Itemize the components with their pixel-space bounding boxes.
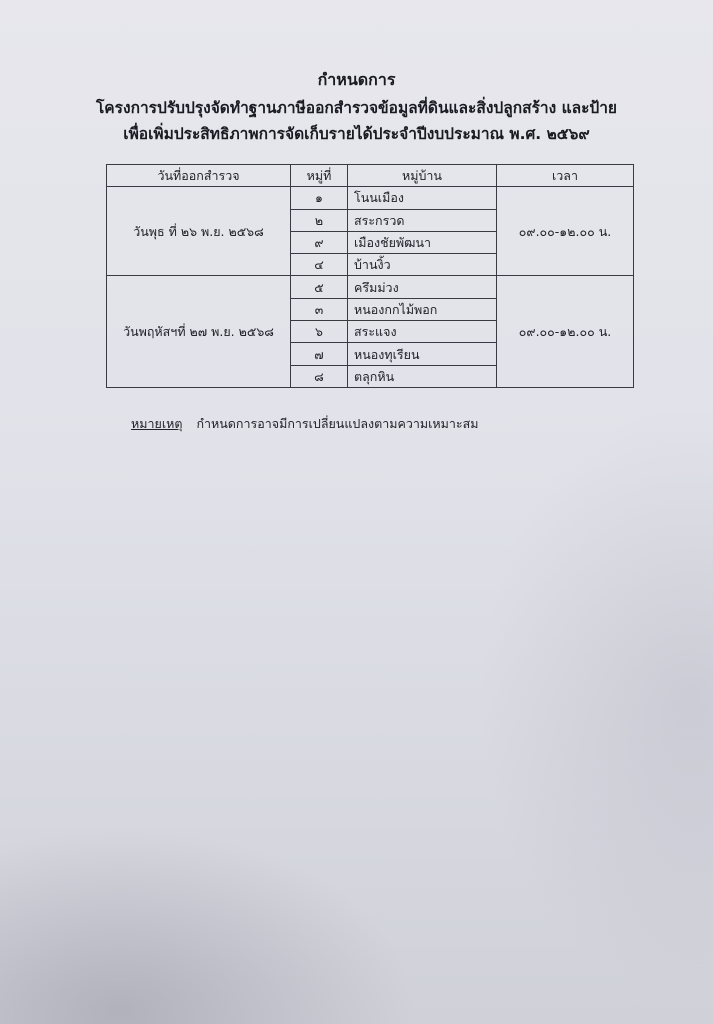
- remark-text: กำหนดการอาจมีการเปลี่ยนแปลงตามความเหมาะสม: [196, 416, 479, 431]
- moo-number-cell: ๘: [291, 365, 348, 387]
- village-name-cell: โนนเมือง: [348, 187, 497, 209]
- moo-number-cell: ๓: [291, 298, 348, 320]
- survey-time-cell: ๐๙.๐๐-๑๒.๐๐ น.: [497, 187, 634, 276]
- village-name-cell: เมืองชัยพัฒนา: [348, 231, 497, 253]
- header-village: หมู่บ้าน: [348, 165, 497, 187]
- header-date: วันที่ออกสำรวจ: [107, 165, 291, 187]
- project-title-line1: โครงการปรับปรุงจัดทำฐานภาษีออกสำรวจข้อมูลที่ดินและสิ่งปลูกสร้าง และป้าย: [95, 99, 618, 117]
- table-header-row: [107, 165, 634, 187]
- moo-number-cell: ๔: [291, 254, 348, 276]
- table-row: [107, 276, 634, 298]
- village-name-cell: หนองทุเรียน: [348, 343, 497, 365]
- moo-number-cell: ๑: [291, 187, 348, 209]
- moo-number-cell: ๒: [291, 209, 348, 231]
- survey-time-cell: ๐๙.๐๐-๑๒.๐๐ น.: [497, 276, 634, 387]
- remark: [131, 414, 478, 434]
- village-name-cell: บ้านงิ้ว: [348, 254, 497, 276]
- moo-number-cell: ๖: [291, 321, 348, 343]
- project-title-line2: เพื่อเพิ่มประสิทธิภาพการจัดเก็บรายได้ประจำปีงบประมาณ พ.ศ. ๒๕๖๙: [123, 125, 590, 143]
- document-title: กำหนดการ: [317, 70, 396, 89]
- village-name-cell: หนองกกไม้พอก: [348, 298, 497, 320]
- moo-number-cell: ๗: [291, 343, 348, 365]
- moo-number-cell: ๕: [291, 276, 348, 298]
- survey-schedule-table: [106, 164, 634, 388]
- table-row: [107, 187, 634, 209]
- moo-number-cell: ๙: [291, 231, 348, 253]
- header-time: เวลา: [497, 165, 634, 187]
- village-name-cell: ตลุกหิน: [348, 365, 497, 387]
- remark-label: หมายเหตุ: [131, 416, 183, 431]
- village-name-cell: ครึมม่วง: [348, 276, 497, 298]
- village-name-cell: สระกรวด: [348, 209, 497, 231]
- survey-date-cell: วันพฤหัสฯที่ ๒๗ พ.ย. ๒๕๖๘: [107, 276, 291, 387]
- village-name-cell: สระแจง: [348, 321, 497, 343]
- survey-date-cell: วันพุธ ที่ ๒๖ พ.ย. ๒๕๖๘: [107, 187, 291, 276]
- header-moo: หมู่ที่: [291, 165, 348, 187]
